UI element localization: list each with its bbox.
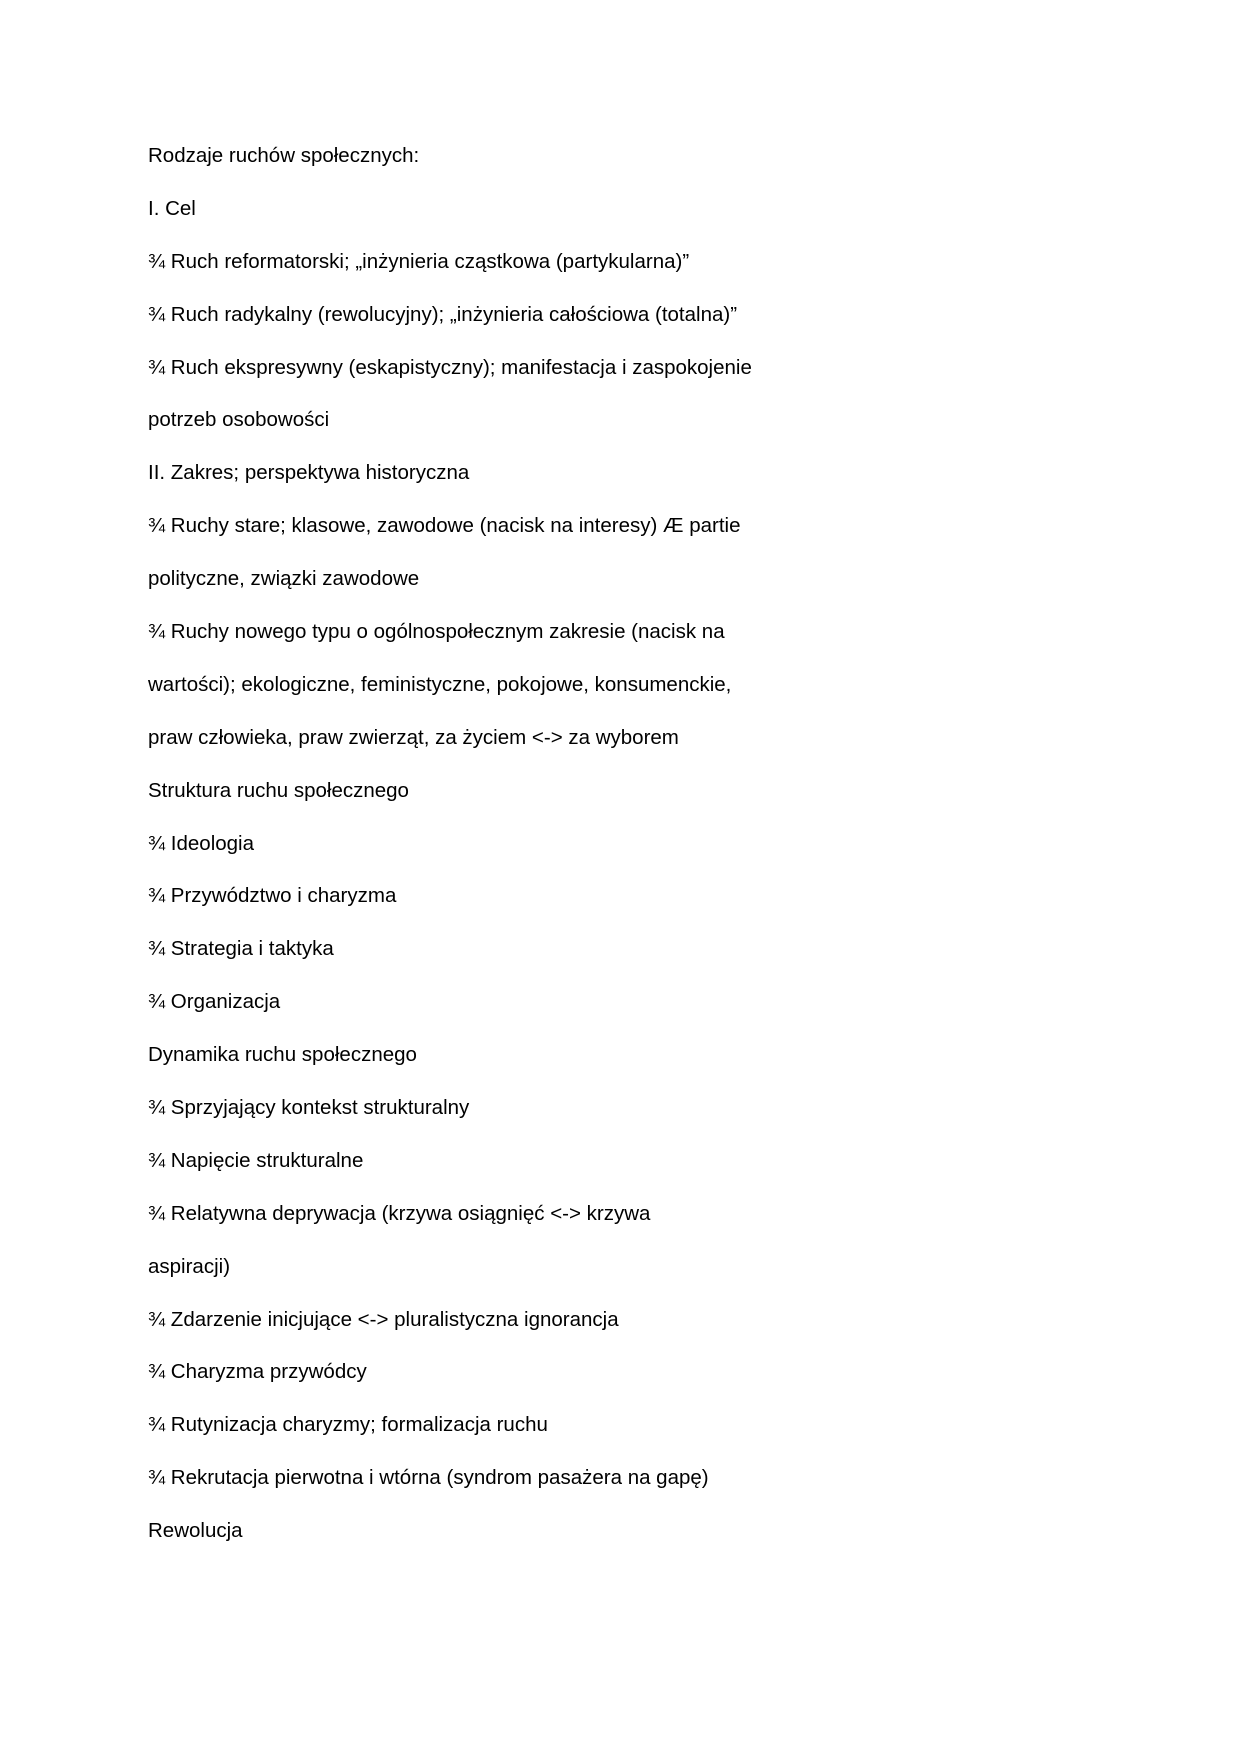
list-item-continuation: polityczne, związki zawodowe: [148, 567, 420, 591]
list-item: ¾ Organizacja: [148, 990, 281, 1014]
heading-types: Rodzaje ruchów społecznych:: [148, 144, 420, 167]
list-item: ¾ Strategia i taktyka: [148, 937, 334, 961]
list-item-continuation: praw człowieka, praw zwierząt, za życiem <-> za wyborem: [148, 725, 679, 749]
list-item: ¾ Ruch reformatorski; „inżynieria cząstkowa (partykularna)”: [148, 249, 690, 273]
list-item: ¾ Ruchy nowego typu o ogólnospołecznym zakresie (nacisk na: [148, 620, 725, 644]
section-goal: I. Cel: [148, 196, 196, 220]
list-item: ¾ Zdarzenie inicjujące <-> pluralistyczna ignorancja: [148, 1307, 619, 1331]
heading-revolution: Rewolucja: [148, 1519, 243, 1543]
list-item: ¾ Napięcie strukturalne: [148, 1148, 364, 1172]
heading-structure: Struktura ruchu społecznego: [148, 778, 409, 802]
list-item: ¾ Ruch radykalny (rewolucyjny); „inżynieria całościowa (totalna)”: [148, 302, 738, 326]
section-scope: II. Zakres; perspektywa historyczna: [148, 461, 470, 485]
list-item: ¾ Ideologia: [148, 831, 255, 855]
list-item: ¾ Ruchy stare; klasowe, zawodowe (nacisk na interesy) Æ partie: [148, 514, 741, 538]
list-item: ¾ Rutynizacja charyzmy; formalizacja ruchu: [148, 1413, 548, 1437]
list-item: ¾ Charyzma przywódcy: [148, 1360, 367, 1384]
list-item: ¾ Sprzyjający kontekst strukturalny: [148, 1096, 470, 1120]
list-item-continuation: potrzeb osobowości: [148, 408, 330, 432]
heading-dynamics: Dynamika ruchu społecznego: [148, 1043, 417, 1067]
list-item-continuation: aspiracji): [148, 1254, 231, 1278]
list-item: ¾ Rekrutacja pierwotna i wtórna (syndrom pasażera na gapę): [148, 1466, 709, 1490]
document-text: [148, 144, 1148, 1572]
list-item-continuation: wartości); ekologiczne, feministyczne, pokojowe, konsumenckie,: [148, 672, 732, 696]
list-item: ¾ Przywództwo i charyzma: [148, 884, 397, 908]
list-item: ¾ Relatywna deprywacja (krzywa osiągnięć <-> krzywa: [148, 1201, 651, 1225]
list-item: ¾ Ruch ekspresywny (eskapistyczny); manifestacja i zaspokojenie: [148, 355, 752, 379]
